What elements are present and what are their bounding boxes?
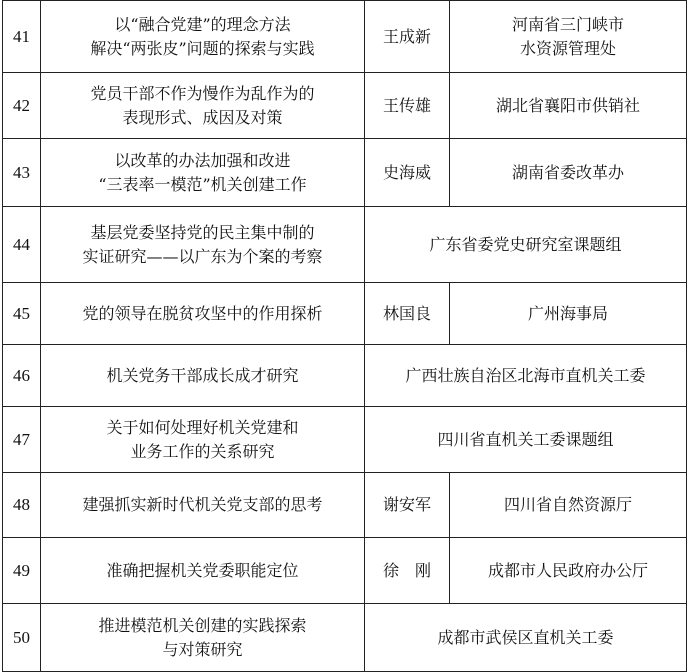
row-number: 50 (3, 604, 41, 672)
paper-title-line: 关于如何处理好机关党建和 (106, 417, 299, 437)
organization (450, 139, 687, 207)
row-number: 43 (3, 139, 41, 207)
paper-title (41, 538, 365, 604)
paper-title-line: 推进模范机关创建的实践探索 (98, 615, 307, 635)
paper-title-line: 实证研究——以广东为个案的考察 (82, 246, 323, 266)
row-number: 41 (3, 1, 41, 73)
organization-line: 成都市武侯区直机关工委 (437, 627, 614, 647)
organization-line: 四川省直机关工委课题组 (437, 429, 614, 449)
table-body (3, 1, 687, 672)
row-number: 45 (3, 283, 41, 345)
row-number: 46 (3, 345, 41, 407)
organization (365, 207, 687, 283)
organization-line: 广东省委党史研究室课题组 (429, 234, 622, 254)
paper-title-line: 党员干部不作为慢作为乱作为的 (90, 83, 315, 103)
author-name: 史海威 (365, 139, 450, 207)
table-row (3, 1, 687, 73)
row-number: 42 (3, 73, 41, 139)
organization-line: 四川省自然资源厅 (503, 495, 632, 514)
author-name: 林国良 (365, 283, 450, 345)
organization-line: 广西壮族自治区北海市直机关工委 (405, 365, 646, 385)
organization (365, 604, 687, 672)
paper-title-line: 以“融合党建”的理念方法 (114, 14, 291, 34)
row-number: 48 (3, 473, 41, 538)
paper-title-line: 党的领导在脱贫攻坚中的作用探析 (82, 303, 323, 323)
paper-title (41, 407, 365, 473)
organization (450, 1, 687, 73)
table-row (3, 207, 687, 283)
row-number: 49 (3, 538, 41, 604)
paper-title-line: 解决“两张皮”问题的探索与实践 (90, 38, 315, 58)
table-row (3, 407, 687, 473)
table-row (3, 604, 687, 672)
paper-title-line: 与对策研究 (162, 639, 243, 659)
paper-title (41, 1, 365, 73)
table-row (3, 473, 687, 538)
organization-line: 湖北省襄阳市供销社 (495, 95, 640, 115)
row-number: 44 (3, 207, 41, 283)
organization-line: 成都市人民政府办公厅 (487, 560, 648, 580)
organization (365, 407, 687, 473)
organization (450, 473, 687, 538)
paper-title (41, 283, 365, 345)
paper-title (41, 604, 365, 672)
author-name: 王成新 (365, 1, 450, 73)
paper-title-line: 建强抓实新时代机关党支部的思考 (82, 495, 323, 514)
paper-title (41, 345, 365, 407)
paper-title (41, 139, 365, 207)
paper-title-line: 表现形式、成因及对策 (122, 107, 283, 127)
paper-title-line: 机关党务干部成长成才研究 (106, 365, 299, 385)
table-row (3, 139, 687, 207)
row-number: 47 (3, 407, 41, 473)
table-row (3, 345, 687, 407)
author-name: 徐 刚 (365, 538, 450, 604)
table-row (3, 73, 687, 139)
paper-title-line: “三表率一模范”机关创建工作 (98, 174, 307, 194)
organization (450, 538, 687, 604)
table-row (3, 283, 687, 345)
paper-title (41, 73, 365, 139)
paper-title-line: 以改革的办法加强和改进 (114, 150, 291, 170)
author-name: 王传雄 (365, 73, 450, 139)
paper-title (41, 207, 365, 283)
award-list-table (2, 0, 687, 672)
organization-line: 广州海事局 (527, 303, 608, 323)
organization (365, 345, 687, 407)
organization (450, 283, 687, 345)
paper-title-line: 业务工作的关系研究 (130, 441, 275, 461)
paper-title-line: 准确把握机关党委职能定位 (106, 560, 299, 580)
paper-title-line: 基层党委坚持党的民主集中制的 (90, 222, 315, 242)
organization-line: 水资源管理处 (519, 38, 616, 58)
organization (450, 73, 687, 139)
table-row (3, 538, 687, 604)
paper-title (41, 473, 365, 538)
organization-line: 湖南省委改革办 (511, 162, 624, 182)
author-name: 谢安军 (365, 473, 450, 538)
organization-line: 河南省三门峡市 (511, 14, 624, 34)
